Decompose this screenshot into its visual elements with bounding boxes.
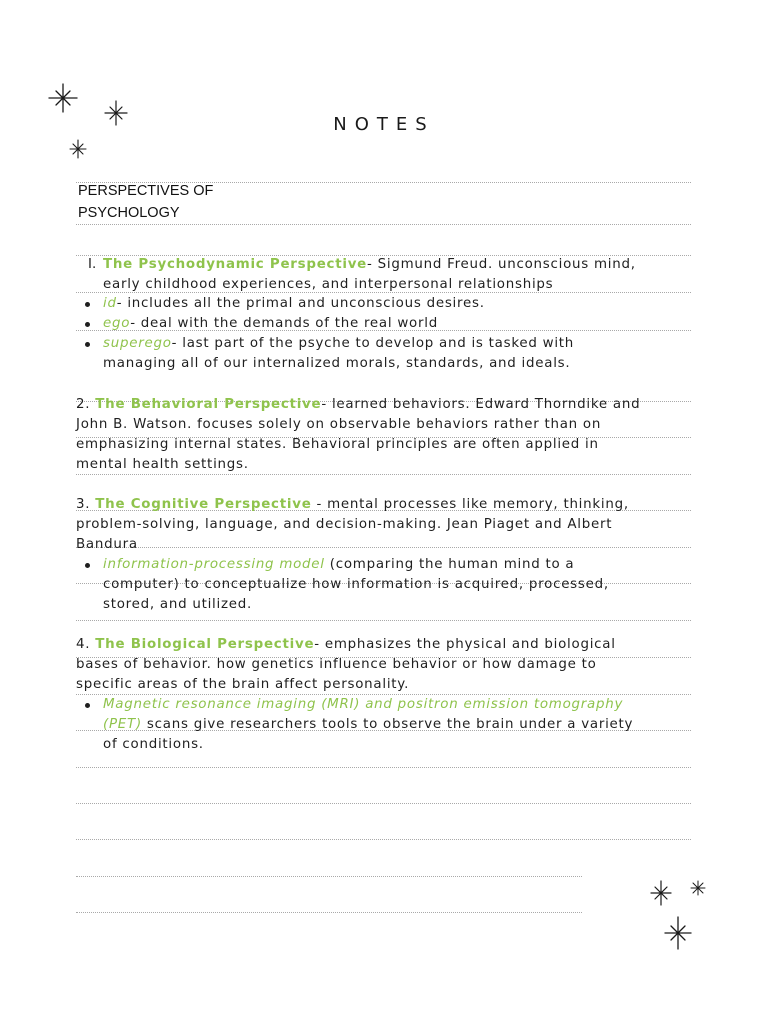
list-item bbox=[103, 695, 623, 715]
term: superego bbox=[103, 336, 172, 351]
section-heading bbox=[78, 180, 318, 224]
term: id bbox=[103, 296, 117, 311]
term: (PET) bbox=[103, 717, 142, 732]
bullet-icon bbox=[85, 302, 90, 307]
bullet-icon bbox=[85, 563, 90, 568]
text-line: problem-solving, language, and decision-making. Jean Piaget and Albert bbox=[76, 517, 613, 532]
list-item bbox=[103, 334, 574, 354]
line-text: - mental processes like memory, thinking, bbox=[311, 497, 629, 512]
sparkle-icon bbox=[650, 880, 672, 906]
perspective-term: The Behavioral Perspective bbox=[95, 397, 322, 412]
text-line: of conditions. bbox=[103, 737, 204, 752]
perspective-term: The Psychodynamic Perspective bbox=[103, 257, 368, 272]
item-number: I. bbox=[88, 257, 97, 272]
text-line: stored, and utilized. bbox=[103, 597, 253, 612]
ruled-line bbox=[76, 803, 691, 804]
term: information-processing model bbox=[103, 557, 325, 572]
item-number: 2. bbox=[76, 397, 91, 412]
ruled-line bbox=[76, 876, 582, 877]
text-line: bases of behavior. how genetics influence behavior or how damage to bbox=[76, 657, 597, 672]
ruled-line bbox=[76, 912, 582, 913]
text-line bbox=[76, 495, 629, 515]
heading-line: PSYCHOLOGY bbox=[78, 205, 180, 221]
text-line: Bandura bbox=[76, 537, 138, 552]
line-text: (comparing the human mind to a bbox=[324, 557, 575, 572]
text-line bbox=[103, 255, 636, 275]
perspective-term: The Cognitive Perspective bbox=[95, 497, 312, 512]
bullet-icon bbox=[85, 703, 90, 708]
ruled-line bbox=[76, 767, 691, 768]
line-text: scans give researchers tools to observe the brain under a variety bbox=[141, 717, 634, 732]
line-text: - deal with the demands of the real world bbox=[130, 316, 438, 331]
sparkle-icon bbox=[69, 139, 87, 159]
sparkle-icon bbox=[664, 916, 692, 950]
term: ego bbox=[103, 316, 131, 331]
line-text: - learned behaviors. Edward Thorndike and bbox=[321, 397, 641, 412]
text-line: specific areas of the brain affect personality. bbox=[76, 677, 410, 692]
text-line: John B. Watson. focuses solely on observable behaviors rather than on bbox=[76, 417, 602, 432]
item-number: 3. bbox=[76, 497, 91, 512]
heading-line: PERSPECTIVES OF bbox=[78, 183, 214, 199]
bullet-icon bbox=[85, 322, 90, 327]
term: Magnetic resonance imaging (MRI) and positron emission tomography bbox=[103, 697, 624, 712]
item-number: 4. bbox=[76, 637, 91, 652]
text-line bbox=[76, 635, 616, 655]
line-text: - Sigmund Freud. unconscious mind, bbox=[367, 257, 636, 272]
text-line bbox=[103, 715, 633, 735]
ruled-line bbox=[76, 620, 691, 621]
perspective-term: The Biological Perspective bbox=[95, 637, 315, 652]
text-line: mental health settings. bbox=[76, 457, 249, 472]
text-line: managing all of our internalized morals, standards, and ideals. bbox=[103, 356, 571, 371]
sparkle-icon bbox=[690, 880, 706, 896]
list-item bbox=[103, 314, 438, 334]
bullet-icon bbox=[85, 342, 90, 347]
text-line: early childhood experiences, and interpersonal relationships bbox=[103, 277, 554, 292]
line-text: - emphasizes the physical and biological bbox=[314, 637, 616, 652]
list-item bbox=[103, 555, 574, 575]
page-title: NOTES bbox=[333, 114, 435, 135]
ruled-line bbox=[76, 547, 691, 548]
text-line: computer) to conceptualize how information is acquired, processed, bbox=[103, 577, 609, 592]
ruled-line bbox=[76, 224, 691, 225]
ruled-line bbox=[76, 839, 691, 840]
list-item bbox=[103, 294, 485, 314]
line-text: - last part of the psyche to develop and is tasked with bbox=[171, 336, 575, 351]
sparkle-icon bbox=[47, 82, 79, 114]
text-line bbox=[76, 395, 640, 415]
line-text: - includes all the primal and unconscious desires. bbox=[116, 296, 485, 311]
text-line: emphasizing internal states. Behavioral principles are often applied in bbox=[76, 437, 599, 452]
